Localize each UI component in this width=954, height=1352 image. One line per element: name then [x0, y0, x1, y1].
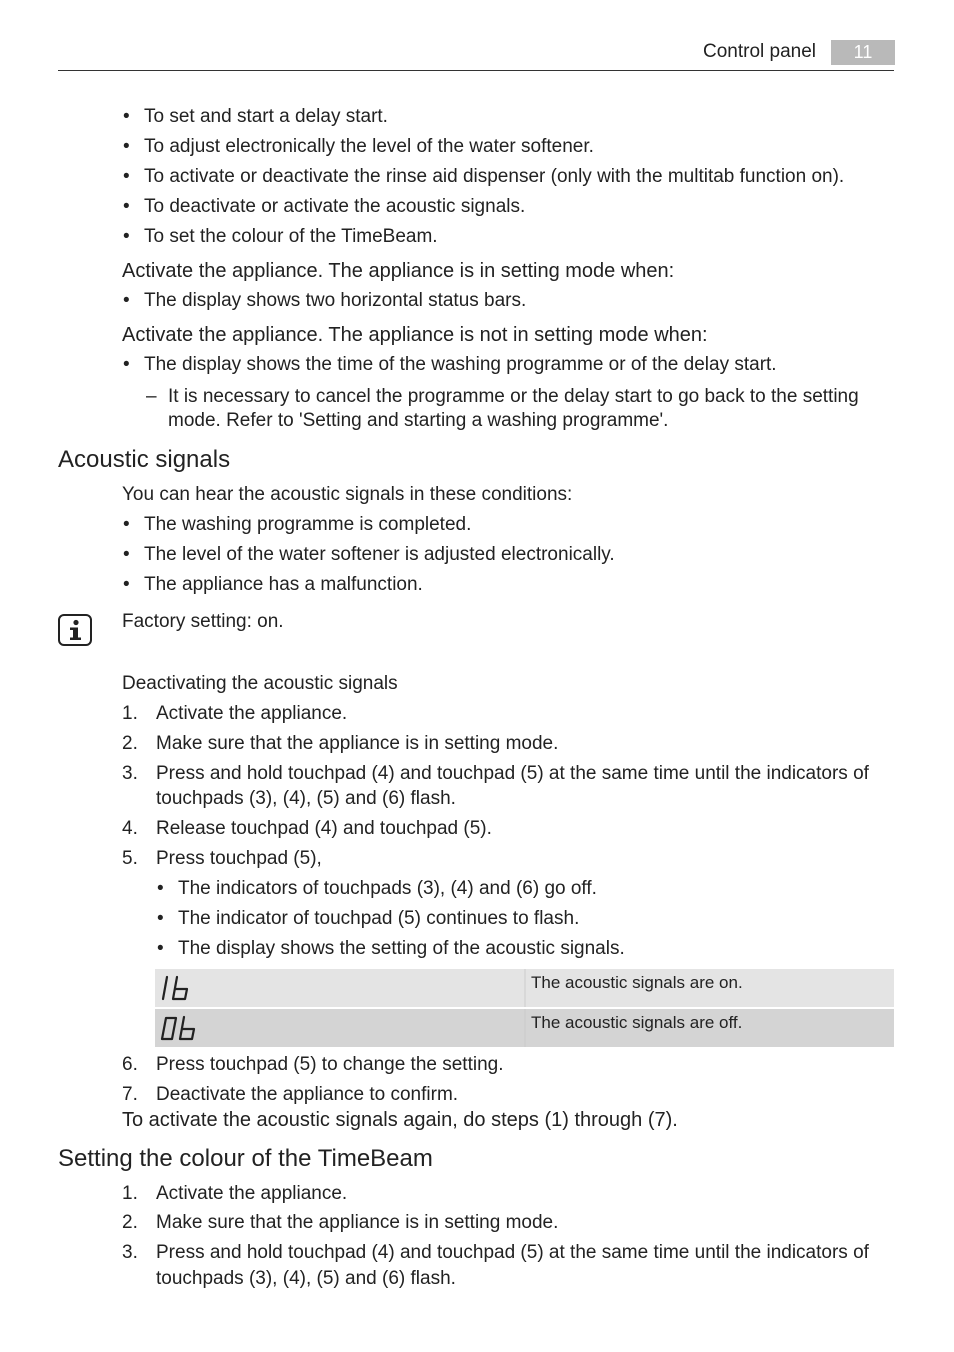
step-text: Press touchpad (5) to change the setting.	[156, 1054, 504, 1075]
display-value	[155, 1009, 156, 1010]
step-text: Press and hold touchpad (4) and touchpad (5) at the same time until the indicators of	[156, 763, 869, 784]
acoustic-intro: You can hear the acoustic signals in these conditions:	[122, 484, 573, 505]
description-cell	[526, 969, 894, 1007]
dash-item: – It is necessary to cancel the programme or the delay start to go back to the setting	[168, 385, 859, 409]
display-cell	[155, 1009, 524, 1047]
list-item: • To adjust electronically the level of the water softener.	[144, 135, 594, 159]
step-number: 5.	[122, 848, 138, 869]
section-heading-timebeam: Setting the colour of the TimeBeam	[58, 1145, 433, 1172]
display-cell	[155, 969, 524, 1007]
section-heading-acoustic: Acoustic signals	[58, 446, 231, 473]
list-item: • The display shows the time of the washing programme or of the delay start.	[144, 353, 777, 377]
info-note: Factory setting: on.	[122, 611, 284, 632]
step-number: 3.	[122, 763, 138, 784]
dash-item-continued: mode. Refer to 'Setting and starting a washing programme'.	[168, 410, 669, 431]
step-text-continued: touchpads (3), (4), (5) and (6) flash.	[156, 1268, 456, 1289]
step-text: Make sure that the appliance is in setting mode.	[156, 1212, 559, 1233]
step-text: Activate the appliance.	[156, 703, 348, 724]
step-number: 2.	[122, 1212, 138, 1233]
list-item: • The washing programme is completed.	[144, 513, 471, 537]
list-item: • To set the colour of the TimeBeam.	[144, 225, 438, 249]
list-item: • The display shows the setting of the acoustic signals.	[178, 937, 625, 961]
list-item: • The indicator of touchpad (5) continues to flash.	[178, 907, 579, 931]
step-text: Activate the appliance.	[156, 1183, 348, 1204]
page-number: 11	[831, 40, 895, 65]
step-number: 1.	[122, 703, 138, 724]
display-1b-icon	[158, 972, 198, 1004]
header-rule	[58, 70, 894, 71]
list-item: • The indicators of touchpads (3), (4) and (6) go off.	[178, 877, 597, 901]
reactivate-note: To activate the acoustic signals again, do steps (1) through (7).	[122, 1109, 678, 1131]
step-text: Press and hold touchpad (4) and touchpad (5) at the same time until the indicators of	[156, 1242, 869, 1263]
step-text: Release touchpad (4) and touchpad (5).	[156, 818, 492, 839]
step-number: 4.	[122, 818, 138, 839]
list-item: • The level of the water softener is adjusted electronically.	[144, 543, 615, 567]
table-cell-text: The acoustic signals are on.	[531, 973, 743, 992]
list-item: • To set and start a delay start.	[144, 105, 388, 129]
step-number: 7.	[122, 1084, 138, 1105]
step-number: 3.	[122, 1242, 138, 1263]
subheading-deactivate: Deactivating the acoustic signals	[122, 673, 398, 694]
step-number: 1.	[122, 1183, 138, 1204]
step-text-continued: touchpads (3), (4), (5) and (6) flash.	[156, 788, 456, 809]
step-text: Press touchpad (5),	[156, 848, 322, 869]
table-row	[155, 969, 894, 1007]
table-cell-text: The acoustic signals are off.	[531, 1013, 743, 1032]
display-0b-icon	[158, 1012, 204, 1044]
step-text: Deactivate the appliance to confirm.	[156, 1084, 459, 1105]
list-item: • The display shows two horizontal status bars.	[144, 289, 526, 313]
list-item: • To activate or deactivate the rinse aid dispenser (only with the multitab function on).	[144, 165, 844, 189]
setting-mode-not-heading: Activate the appliance. The appliance is not in setting mode when:	[122, 324, 708, 346]
step-number: 6.	[122, 1054, 138, 1075]
step-number: 2.	[122, 733, 138, 754]
setting-mode-in-heading: Activate the appliance. The appliance is in setting mode when:	[122, 260, 675, 282]
table-row	[155, 1009, 894, 1047]
info-icon	[58, 614, 92, 646]
step-text: Make sure that the appliance is in setting mode.	[156, 733, 559, 754]
header-section-title: Control panel	[703, 41, 817, 62]
description-cell	[526, 1009, 894, 1047]
list-item: • The appliance has a malfunction.	[144, 573, 423, 597]
list-item: • To deactivate or activate the acoustic signals.	[144, 195, 525, 219]
display-value	[155, 969, 156, 970]
